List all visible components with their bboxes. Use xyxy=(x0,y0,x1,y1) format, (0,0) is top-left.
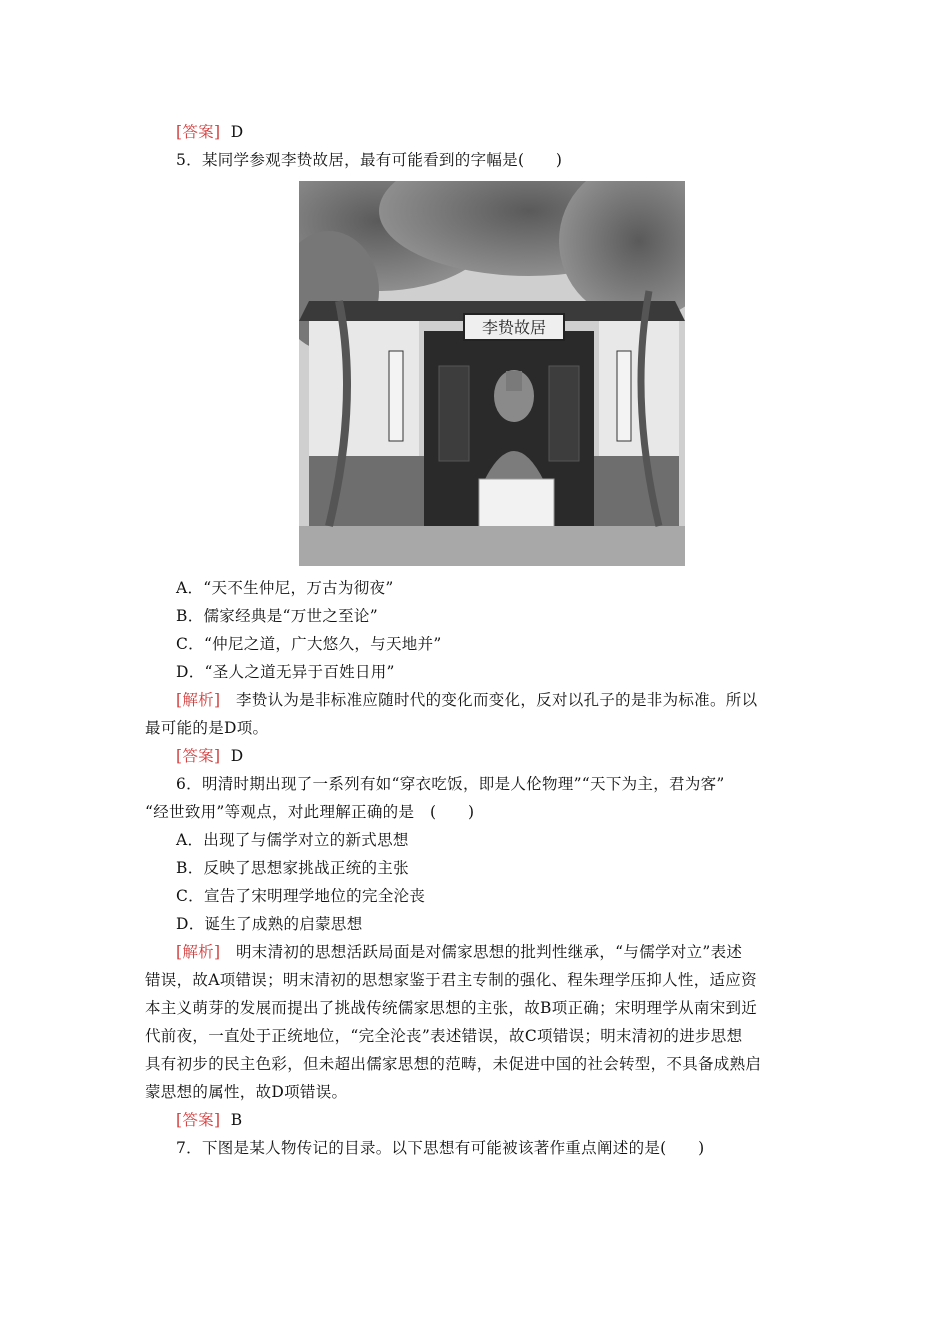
q6-analysis-line-5: 具有初步的民主色彩，但未超出儒家思想的范畴，未促进中国的社会转型，不具备成熟启 xyxy=(145,1055,762,1073)
answer-value: D xyxy=(230,123,244,141)
q6-option-b: B．反映了思想家挑战正统的主张 xyxy=(176,859,409,877)
q6-answer xyxy=(176,1109,242,1131)
q6-analysis-line-1 xyxy=(176,941,742,963)
q5-answer xyxy=(176,745,244,767)
q6-option-a: A．出现了与儒学对立的新式思想 xyxy=(176,831,409,849)
q4-answer xyxy=(176,121,244,143)
analysis-tag: [解析] xyxy=(176,943,221,961)
li-zhi-former-residence-photo xyxy=(299,181,685,566)
answer-tag: [答案] xyxy=(176,1111,221,1129)
q5-option-d: D．“圣人之道无异于百姓日用” xyxy=(176,663,395,681)
answer-value: B xyxy=(230,1111,243,1129)
q5-option-b: B．儒家经典是“万世之至论” xyxy=(176,607,378,625)
answer-value: D xyxy=(230,747,244,765)
plaque-text: 李贽故居 xyxy=(481,318,547,337)
q5-option-c: C．“仲尼之道，广大悠久，与天地并” xyxy=(176,635,442,653)
q5-question: 5．某同学参观李贽故居，最有可能看到的字幅是( ) xyxy=(176,151,563,169)
q6-option-c: C．宣告了宋明理学地位的完全沦丧 xyxy=(176,887,426,905)
answer-tag: [答案] xyxy=(176,747,221,765)
q6-analysis-line-6: 蒙思想的属性，故D项错误。 xyxy=(145,1083,348,1101)
q5-analysis-line-1 xyxy=(176,689,757,711)
analysis-tag: [解析] xyxy=(176,691,221,709)
analysis-text: 李贽认为是非标准应随时代的变化而变化，反对以孔子的是非为标准。所以 xyxy=(235,691,758,709)
q5-option-a: A．“天不生仲尼，万古为彻夜” xyxy=(176,579,394,597)
q6-analysis-line-2: 错误，故A项错误；明末清初的思想家鉴于君主专制的强化、程朱理学压抑人性，适应资 xyxy=(145,971,757,989)
q5-analysis-line-2: 最可能的是D项。 xyxy=(145,719,269,737)
residence-photo-illustration xyxy=(299,181,685,566)
analysis-text: 明末清初的思想活跃局面是对儒家思想的批判性继承，“与儒学对立”表述 xyxy=(235,943,743,961)
q6-question-line-2: “经世致用”等观点，对此理解正确的是 ( ) xyxy=(145,803,475,821)
q6-question-line-1: 6．明清时期出现了一系列有如“穿衣吃饭，即是人伦物理”“天下为主，君为客” xyxy=(176,775,725,793)
q7-question: 7．下图是某人物传记的目录。以下思想有可能被该著作重点阐述的是( ) xyxy=(176,1139,705,1157)
q6-analysis-line-3: 本主义萌芽的发展而提出了挑战传统儒家思想的主张，故B项正确；宋明理学从南宋到近 xyxy=(145,999,758,1017)
answer-tag: [答案] xyxy=(176,123,221,141)
q6-option-d: D．诞生了成熟的启蒙思想 xyxy=(176,915,363,933)
q6-analysis-line-4: 代前夜，一直处于正统地位，“完全沦丧”表述错误，故C项错误；明末清初的进步思想 xyxy=(145,1027,743,1045)
